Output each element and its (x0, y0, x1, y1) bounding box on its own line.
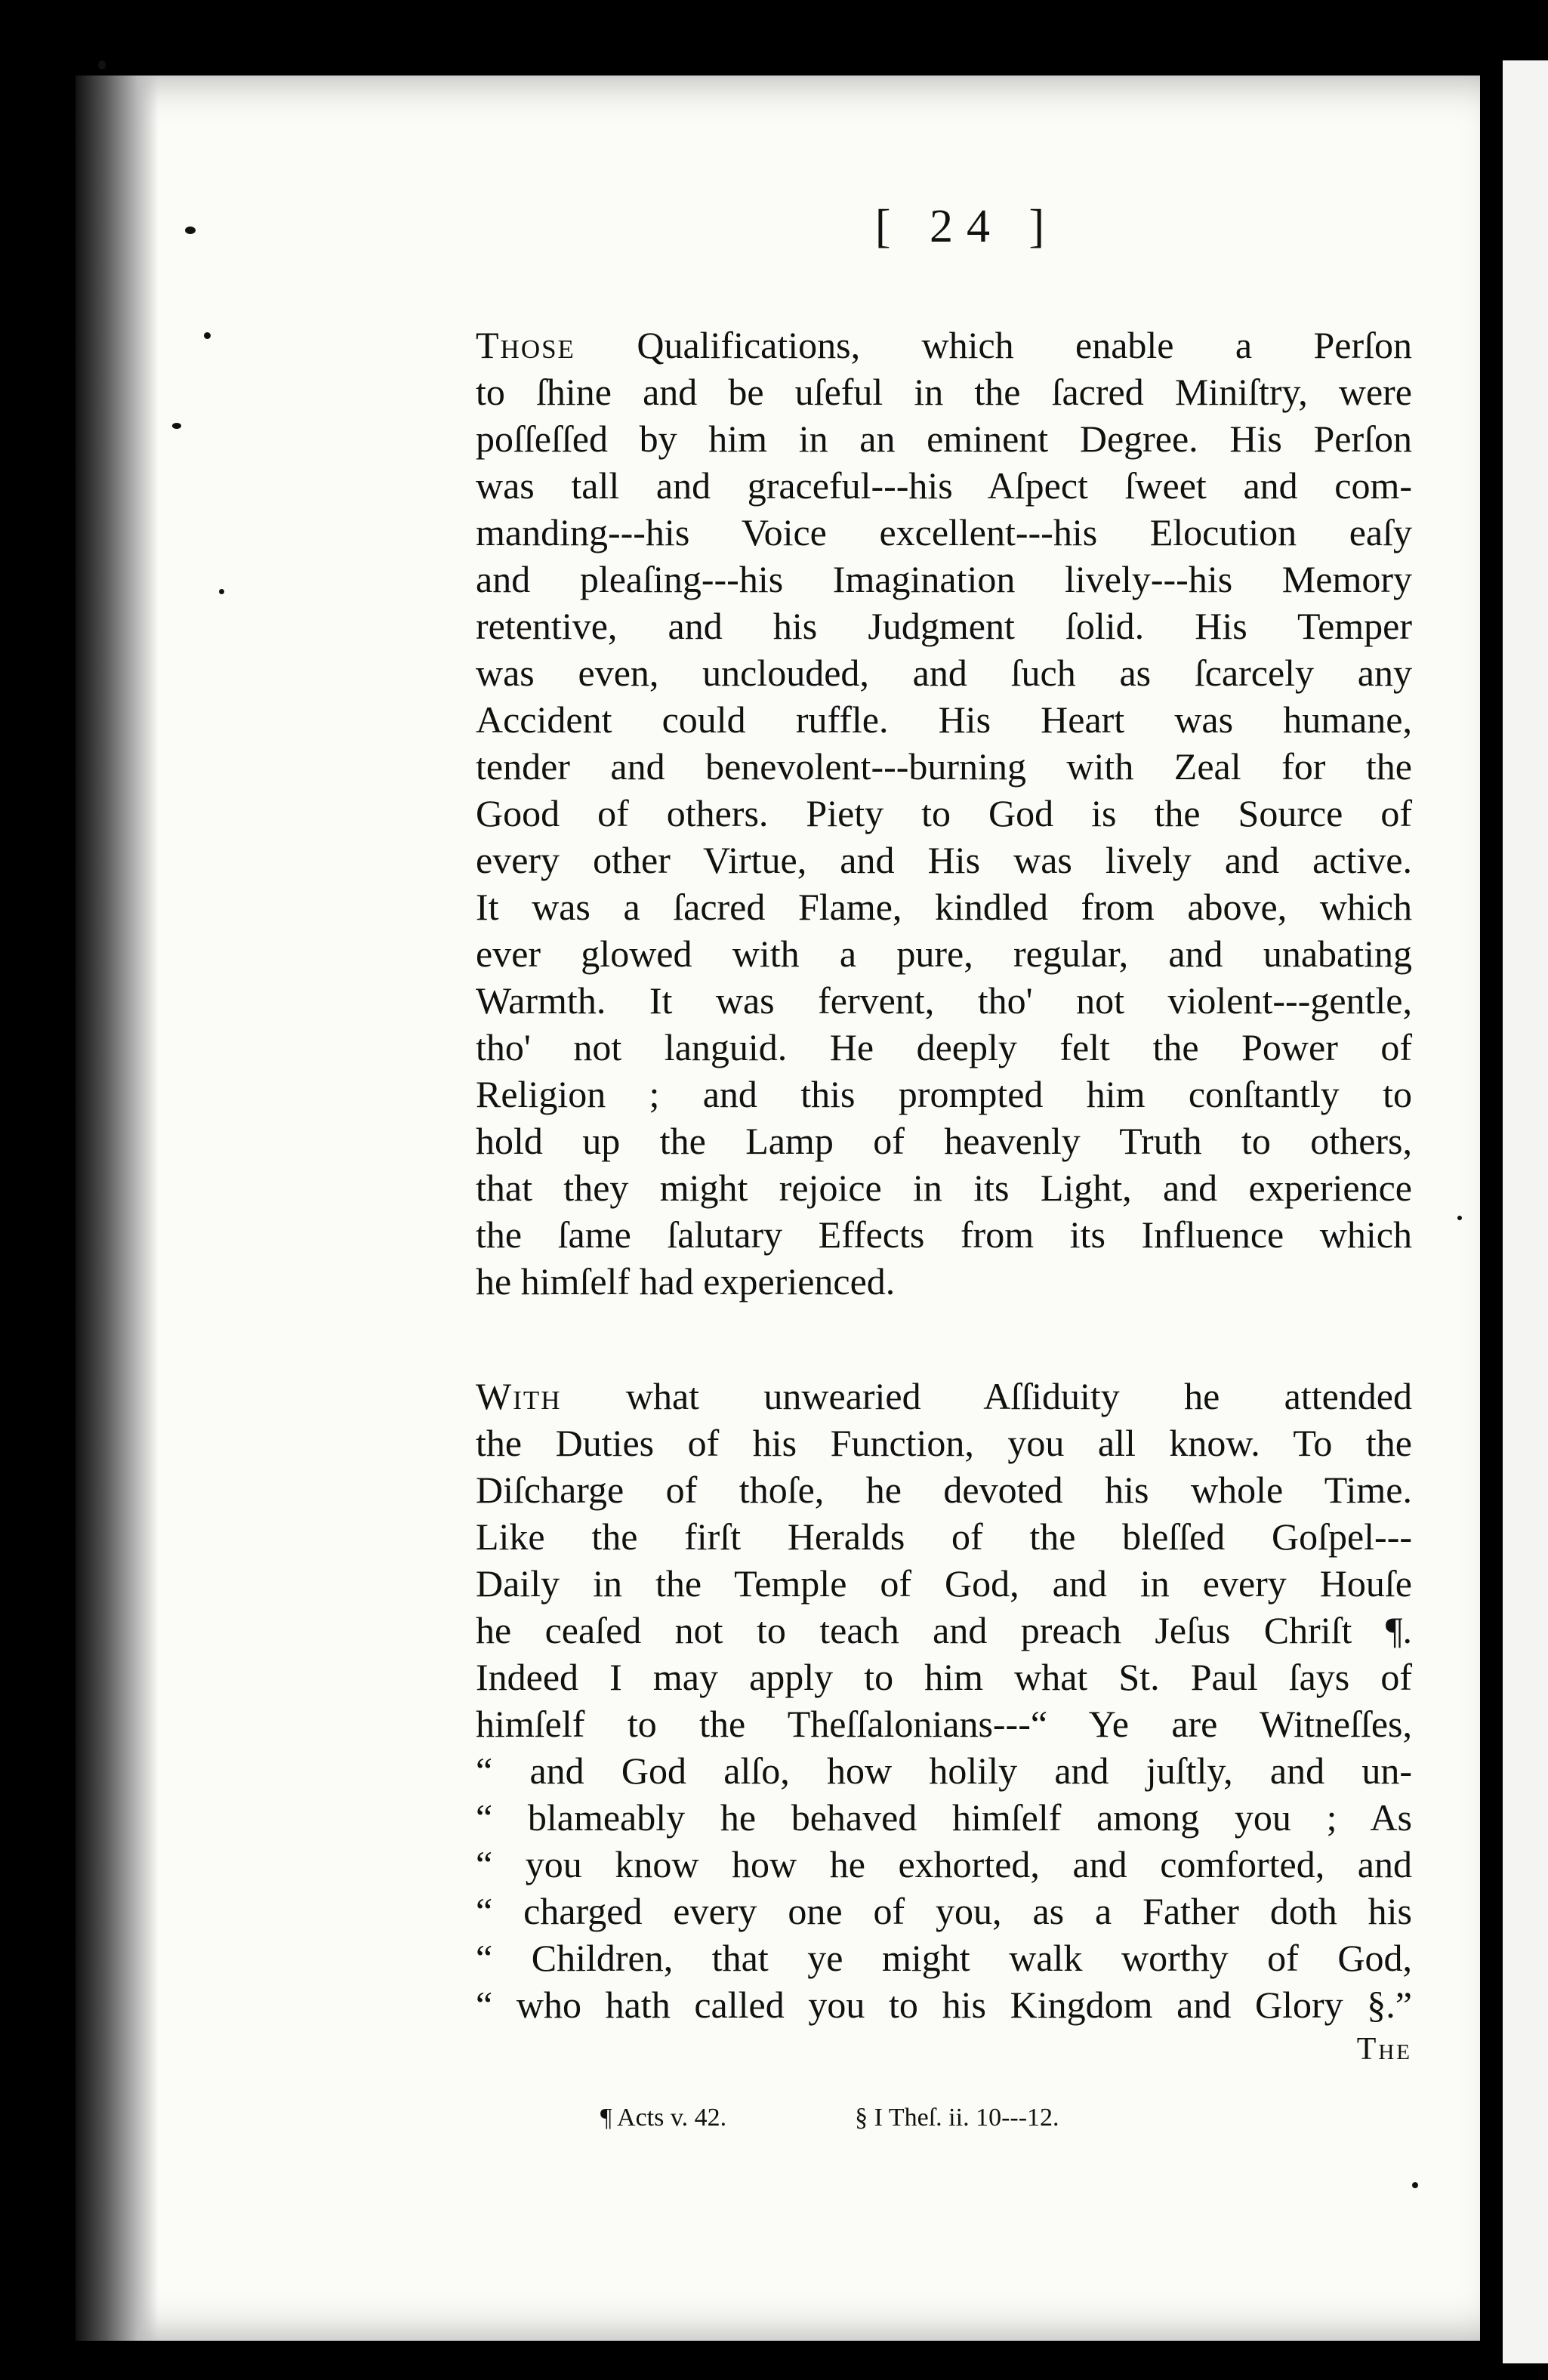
text-line: he ceaſed not to teach and preach Jeſus Chriſt ¶. (476, 1609, 1412, 1651)
paragraph-1 (476, 322, 1412, 1305)
facing-page-edge (1503, 60, 1548, 2363)
text-line: “ who hath called you to his Kingdom and Glory §.” (476, 1984, 1412, 2026)
text-line: to ſhine and be uſeful in the ſacred Miniſtry, were (476, 371, 1412, 413)
text-line: ever glowed with a pure, regular, and unabating (476, 933, 1412, 975)
text-line: Accident could ruffle. His Heart was humane, (476, 698, 1412, 741)
paragraph-2 (476, 1373, 1412, 2028)
text-line: Daily in the Temple of God, and in every Houſe (476, 1562, 1412, 1605)
ink-speck (1412, 2182, 1418, 2188)
text-line: Indeed I may apply to him what St. Paul ſays of (476, 1656, 1412, 1698)
text-line: tender and benevolent---burning with Zeal for the (476, 745, 1412, 788)
text-line: Good of others. Piety to God is the Source of (476, 792, 1412, 834)
text-line (476, 1373, 1412, 1420)
text-line: “ Children, that ye might walk worthy of God, (476, 1937, 1412, 1979)
footnotes (476, 2104, 1412, 2132)
gutter-shadow (76, 76, 159, 2341)
text-line: tho' not languid. He deeply felt the Power of (476, 1026, 1412, 1068)
footnote-acts: ¶ Acts v. 42. (600, 2104, 727, 2132)
text-line: the Duties of his Function, you all know. To the (476, 1422, 1412, 1464)
ink-speck (219, 589, 224, 594)
footnote-thessalonians: § I Theſ. ii. 10---12. (855, 2104, 1059, 2132)
text-line (476, 322, 1412, 368)
text-line: that they might rejoice in its Light, and experience (476, 1167, 1412, 1209)
drop-word: Those (476, 324, 575, 366)
text-line: every other Virtue, and His was lively and active. (476, 839, 1412, 881)
line-text: Qualifications, which enable a Perſon (575, 324, 1412, 366)
text-line: Warmth. It was fervent, tho' not violent---gentle, (476, 979, 1412, 1022)
line-text: what unwearied Aſſiduity he attended (561, 1375, 1412, 1417)
text-line: himſelf to the Theſſalonians---“ Ye are Witneſſes, (476, 1703, 1412, 1745)
text-line: Diſcharge of thoſe, he devoted his whole Time. (476, 1469, 1412, 1511)
text-line: “ blameably he behaved himſelf among you ; As (476, 1796, 1412, 1839)
text-line: “ you know how he exhorted, and comforted, and (476, 1843, 1412, 1885)
text-line: was even, unclouded, and ſuch as ſcarcely any (476, 652, 1412, 694)
page-text-block (476, 200, 1412, 2132)
text-line: he himſelf had experienced. (476, 1260, 896, 1303)
text-line: the ſame ſalutary Effects from its Influence which (476, 1213, 1412, 1256)
catchword: The (1356, 2032, 1412, 2067)
text-line: Religion ; and this prompted him conſtantly to (476, 1073, 1412, 1115)
ink-speck (1457, 1216, 1462, 1220)
text-line: retentive, and his Judgment ſolid. His Temper (476, 605, 1412, 647)
text-line: It was a ſacred Flame, kindled from above, which (476, 886, 1412, 928)
ink-speck (172, 423, 181, 429)
ink-speck (204, 332, 211, 339)
text-line: was tall and graceful---his Aſpect ſweet and com- (476, 464, 1412, 507)
text-line: “ and God alſo, how holily and juſtly, and un- (476, 1750, 1412, 1792)
ink-speck (98, 60, 106, 69)
text-line: and pleaſing---his Imagination lively---his Memory (476, 558, 1412, 600)
text-line: “ charged every one of you, as a Father doth his (476, 1890, 1412, 1932)
text-line: hold up the Lamp of heavenly Truth to others, (476, 1120, 1412, 1162)
text-line: poſſeſſed by him in an eminent Degree. His Perſon (476, 418, 1412, 460)
ink-speck (185, 227, 196, 234)
page-number: [ 24 ] (874, 201, 1059, 252)
text-line: manding---his Voice excellent---his Elocution eaſy (476, 511, 1412, 553)
drop-word: With (476, 1375, 562, 1417)
text-line: Like the firſt Heralds of the bleſſed Goſpel--- (476, 1515, 1412, 1558)
